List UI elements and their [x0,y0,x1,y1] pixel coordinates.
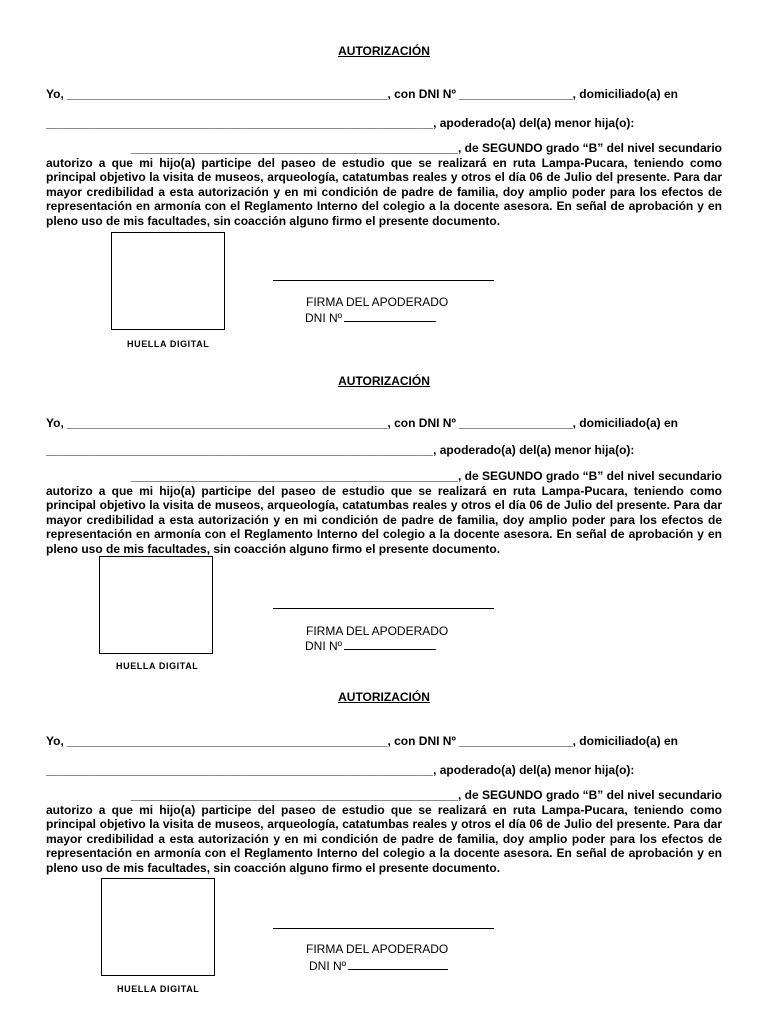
authorization-text: autorizo a que mi hijo(a) participe del paseo de estudio que se realizará en ruta Lampa-Pucara, teniendo como principal objetivo la visita de museos, arqueología, catatumbas reales y otros el día 06 de Julio del presente. Para dar mayor credibilidad a esta autorización y en mi condición de padre de familia, doy amplio poder para los efectos de representación en armonía con el Reglamento Interno del colegio a la docente asesora. En señal de aprobación y en pleno uso de mis facultades, sin coacción alguno firmo el presente documento. [46,155,722,228]
signature-line [273,928,494,929]
authorization-form-2 [0,374,768,696]
guardian-name-line: Yo, ________________________________________________, con DNI Nº _________________, domiciliado(a) en [46,734,678,748]
guardian-dni-field [305,638,436,653]
student-name-line: _________________________________________________, de SEGUNDO grado “B” del nivel secundario [130,469,722,483]
signature-label: FIRMA DEL APODERADO [306,942,449,956]
dni-blank [344,638,436,650]
fingerprint-box [99,556,213,654]
fingerprint-box [101,878,215,976]
authorization-paragraph [46,788,722,876]
dni-label: DNI Nº [305,639,343,653]
dni-label: DNI Nº [309,959,347,973]
signature-label: FIRMA DEL APODERADO [306,624,449,638]
authorization-paragraph [46,469,722,557]
guardian-dni-field [309,958,448,973]
authorization-form-1 [0,44,768,366]
guardian-name-line: Yo, ________________________________________________, con DNI Nº _________________, domiciliado(a) en [46,87,678,101]
fingerprint-box [111,232,225,330]
fingerprint-label: HUELLA DIGITAL [127,339,210,349]
student-name-line: _________________________________________________, de SEGUNDO grado “B” del nivel secundario [130,141,722,155]
signature-label: FIRMA DEL APODERADO [306,295,449,309]
authorization-paragraph [46,141,722,229]
form-title: AUTORIZACIÓN [338,44,430,58]
authorization-text: autorizo a que mi hijo(a) participe del paseo de estudio que se realizará en ruta Lampa-Pucara, teniendo como principal objetivo la visita de museos, arqueología, catatumbas reales y otros el día 06 de Julio del presente. Para dar mayor credibilidad a esta autorización y en mi condición de padre de familia, doy amplio poder para los efectos de representación en armonía con el Reglamento Interno del colegio a la docente asesora. En señal de aprobación y en pleno uso de mis facultades, sin coacción alguno firmo el presente documento. [46,483,722,556]
authorization-text: autorizo a que mi hijo(a) participe del paseo de estudio que se realizará en ruta Lampa-Pucara, teniendo como principal objetivo la visita de museos, arqueología, catatumbas reales y otros el día 06 de Julio del presente. Para dar mayor credibilidad a esta autorización y en mi condición de padre de familia, doy amplio poder para los efectos de representación en armonía con el Reglamento Interno del colegio a la docente asesora. En señal de aprobación y en pleno uso de mis facultades, sin coacción alguno firmo el presente documento. [46,802,722,875]
fingerprint-label: HUELLA DIGITAL [117,984,200,994]
guardian-address-line: __________________________________________________________, apoderado(a) del(a) menor hija(o): [46,443,635,457]
dni-label: DNI Nº [305,311,343,325]
guardian-address-line: __________________________________________________________, apoderado(a) del(a) menor hija(o): [46,763,635,777]
signature-line [273,280,494,281]
authorization-form-3 [0,690,768,1012]
guardian-address-line: __________________________________________________________, apoderado(a) del(a) menor hija(o): [46,116,635,130]
dni-blank [348,958,448,970]
signature-line [273,608,494,609]
form-title: AUTORIZACIÓN [338,374,430,388]
guardian-dni-field [305,310,436,325]
fingerprint-label: HUELLA DIGITAL [116,661,199,671]
guardian-name-line: Yo, ________________________________________________, con DNI Nº _________________, domiciliado(a) en [46,416,678,430]
dni-blank [344,310,436,322]
student-name-line: _________________________________________________, de SEGUNDO grado “B” del nivel secundario [130,788,722,802]
form-title: AUTORIZACIÓN [338,690,430,704]
